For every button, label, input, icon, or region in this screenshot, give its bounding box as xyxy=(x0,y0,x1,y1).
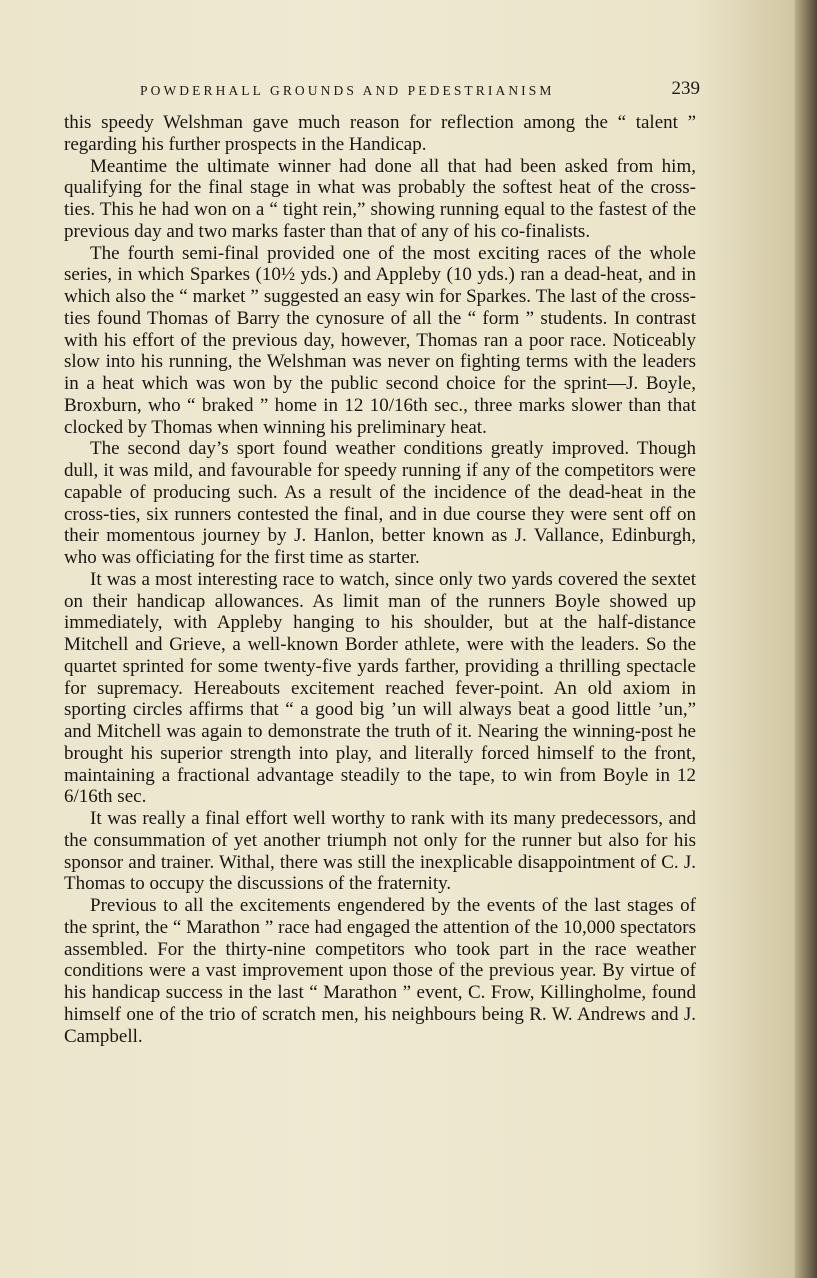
paragraph: Meantime the ultimate winner had done all that had been asked from him, qualifying for the final stage in what was probably the softest heat of the cross-ties. This he had won on a “ tight rein,” showing running equal to the fastest of the previous day and two marks faster than that of any of his co-finalists. xyxy=(64,155,696,242)
book-spine-shadow xyxy=(795,0,817,1278)
page-number: 239 xyxy=(671,78,700,99)
body-text xyxy=(64,112,696,1047)
paragraph: this speedy Welshman gave much reason for reflection among the “ talent ” regarding his further prospects in the Handicap. xyxy=(64,112,696,155)
paragraph: The second day’s sport found weather conditions greatly improved. Though dull, it was mild, and favourable for speedy running if any of the competitors were capable of producing such. As a result of the incidence of the dead-heat in the cross-ties, six runners contested the final, and in due course they were sent off on their momentous journey by J. Hanlon, better known as J. Vallance, Edinburgh, who was officiating for the first time as starter. xyxy=(64,438,696,568)
paragraph: It was really a final effort well worthy to rank with its many predecessors, and the consummation of yet another triumph not only for the runner but also for his sponsor and trainer. Withal, there was still the inexplicable disappointment of C. J. Thomas to occupy the discussions of the fraternity. xyxy=(64,808,696,895)
paragraph: The fourth semi-final provided one of the most exciting races of the whole series, in which Sparkes (10½ yds.) and Appleby (10 yds.) ran a dead-heat, and in which also the “ market ” suggested an easy win for Sparkes. The last of the cross-ties found Thomas of Barry the cynosure of all the “ form ” students. In contrast with his effort of the previous day, however, Thomas ran a poor race. Noticeably slow into his running, the Welshman was never on fighting terms with the leaders in a heat which was won by the public second choice for the sprint—J. Boyle, Broxburn, who “ braked ” home in 12 10/16th sec., three marks slower than that clocked by Thomas when winning his preliminary heat. xyxy=(64,242,696,438)
paragraph: Previous to all the excitements engendered by the events of the last stages of the sprint, the “ Marathon ” race had engaged the attention of the 10,000 spectators assembled. For the thirty-nine competitors who took part in the race weather conditions were a vast improvement upon those of the previous year. By virtue of his handicap success in the last “ Marathon ” event, C. Frow, Killingholme, found himself one of the trio of scratch men, his neighbours being R. W. Andrews and J. Campbell. xyxy=(64,895,696,1047)
page-header xyxy=(140,80,702,104)
paragraph: It was a most interesting race to watch, since only two yards covered the sextet on their handicap allowances. As limit man of the runners Boyle showed up immediately, with Appleby hanging to his shoulder, but at the half-distance Mitchell and Grieve, a well-known Border athlete, were with the leaders. So the quartet sprinted for some twenty-five yards farther, providing a thrilling spectacle for supremacy. Hereabouts excitement reached fever-point. An old axiom in sporting circles affirms that “ a good big ’un will always beat a good little ’un,” and Mitchell was again to demonstrate the truth of it. Nearing the winning-post he brought his superior strength into play, and literally forced himself to the front, maintaining a fractional advantage steadily to the tape, to win from Boyle in 12 6/16th sec. xyxy=(64,568,696,808)
running-head: POWDERHALL GROUNDS AND PEDESTRIANISM xyxy=(140,83,555,98)
